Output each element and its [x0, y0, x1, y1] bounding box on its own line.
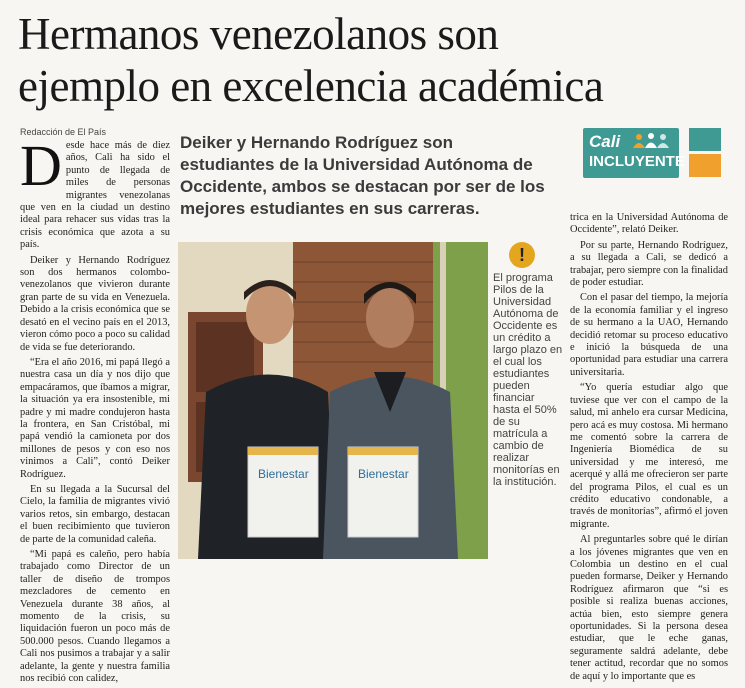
headline-line-2: ejemplo en excelencia académica [18, 61, 604, 111]
paragraph: trica en la Universidad Autónoma de Occidente”, relató Deiker. [570, 212, 728, 236]
drop-cap: D [20, 133, 62, 198]
info-sidebar [493, 242, 563, 488]
logo-line-2: INCLUYENTE [589, 153, 685, 170]
logo-square-orange [689, 154, 721, 177]
paragraph: “Mi papá es caleño, pero había trabajado como Director de un taller de diseño de trompos mezcladores de cemento en Venezuela durante 38 años, al momento de la crisis, su liquidación fueron un poco más de 500.000 pesos. Cuando llegamos a Cali nos pusimos a trabajar y a salir adelante, la gente y nuestra familia nos recibió con calidez, [20, 549, 170, 685]
paragraph-text: esde hace más de diez años, Cali ha sido el punto de llegada de miles de personas migrantes venezolanas que ven en la ciudad un destino ideal para rehacer sus vidas tras la crisis económica que azota a su país. [20, 140, 170, 251]
paragraph: Por su parte, Hernando Rodríguez, a su llegada a Cali, se dedicó a trabajar, pero siempre con la finalidad de poder estudiar. [570, 239, 728, 289]
logo-line-1: Cali [589, 132, 621, 151]
headline [18, 8, 738, 112]
headline-line-1: Hermanos venezolanos son [18, 9, 499, 59]
paragraph: En su llegada a la Sucursal del Cielo, la familia de migrantes vivió varios retos, sin embargo, destacan el buen recibimiento que tuvieron de parte de la comunidad caleña. [20, 483, 170, 545]
exclamation-icon: ! [509, 242, 535, 268]
paragraph: Con el pasar del tiempo, la mejoría de la economía familiar y el ingreso de su hermano a la UAO, Hernando decidió retomar su proceso educativo e inició la búsqueda de una oportunidad para estudiar una carrera universitaria. [570, 292, 728, 378]
logo-square-teal [689, 128, 721, 151]
article-photo [178, 242, 488, 559]
article-column-1 [20, 133, 170, 688]
cali-incluyente-logo [583, 128, 723, 178]
photo-illustration [178, 242, 488, 559]
lead-paragraph: Deiker y Hernando Rodríguez son estudiantes de la Universidad Autónoma de Occidente, ambos se destacan por ser de los mejores estudiantes en sus carreras. [180, 133, 545, 218]
byline: Redacción de El País [20, 127, 107, 137]
logo-text-block [583, 128, 685, 178]
book-title-right: Bienestar [358, 467, 409, 481]
paragraph: Al preguntarles sobre qué le dirían a los jóvenes migrantes que ven en Colombia un destino en el cual pueden formarse, Deiker y Hernando Rodríguez afirmaron que “si es posible si realiza buenas acciones, actúa bien, esto siempre genera oportunidades. Si la persona desea estudiar, que le eche ganas, seguramente saldrá adelante, debe tener actitud, recordar que no somos de aquí y lo importante que es [570, 534, 728, 682]
article-column-3 [570, 212, 728, 686]
book-title-left: Bienestar [258, 467, 309, 481]
paragraph: “Era el año 2016, mi papá llegó a nuestra casa un día y nos dijo que empacáramos, que íbamos a migrar, la situación ya era insostenible, mi padre y mi madre condujeron hasta la frontera, en San Cristóbal, mi papá vendió la camioneta por dos millones de pesos y con eso nos vinimos a Cali”, contó Deiker Rodríguez. [20, 356, 170, 480]
paragraph-intro [20, 133, 170, 252]
paragraph: “Yo quería estudiar algo que tuviese que ver con el campo de la salud, mi anhelo era cursar Medicina, pero acá es muy costosa. Mi hermano me comentó sobre la carrera de Ingeniería Biomédica de su universidad y me interesó, me acerqué y allá me ofrecieron ser parte del programa Pilos, el cual es un crédito educativo condonable, a través de monitorías”, afirmó el joven migrante. [570, 382, 728, 530]
people-icon [631, 132, 671, 150]
sidebar-text: El programa Pilos de la Universidad Autónoma de Occidente es un crédito a largo plazo en el cual los estudiantes pueden financiar hasta el 50% de su matrícula a cambio de realizar monitorías en la institución. [493, 272, 563, 488]
paragraph: Deiker y Hernando Rodríguez son dos hermanos colombo-venezolanos que vivieron durante gran parte de su vida en Venezuela. Debido a la crisis económica que se desató en el vecino país en el 2013, vieron cómo poco a poco su calidad de vida se fue deteriorando. [20, 254, 170, 353]
